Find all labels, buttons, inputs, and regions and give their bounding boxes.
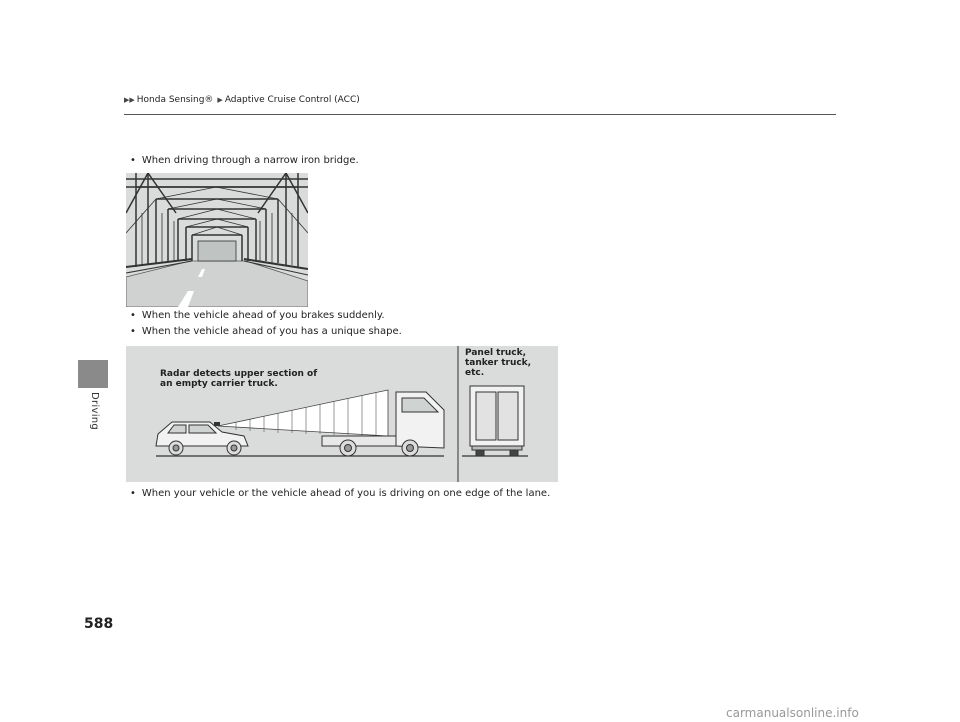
radar-label	[160, 369, 317, 389]
page-number: 588	[84, 616, 114, 632]
header-rule	[124, 114, 836, 115]
watermark: carmanualsonline.info	[726, 706, 859, 720]
bullet-text: When driving through a narrow iron bridge.	[141, 155, 359, 166]
bullet-text: When the vehicle ahead of you has a unique shape.	[141, 326, 402, 337]
bullet-text: When your vehicle or the vehicle ahead of you is driving on one edge of the lane.	[141, 488, 551, 499]
panel-label-line: etc.	[465, 368, 485, 378]
breadcrumb-item-2: Adaptive Cruise Control (ACC)	[224, 95, 360, 105]
bullet-text: When the vehicle ahead of you brakes suddenly.	[141, 310, 385, 321]
breadcrumb	[124, 95, 360, 105]
breadcrumb-arrow-icon: ▶	[217, 96, 223, 104]
radar-label-line: Radar detects upper section of	[160, 369, 318, 379]
panel-label-line: Panel truck,	[465, 348, 527, 358]
bullet-dot-icon: •	[130, 488, 136, 499]
bullet-dot-icon: •	[130, 310, 136, 321]
iron-bridge-illustration	[126, 173, 308, 307]
section-tab	[78, 360, 108, 388]
panel-truck-label	[465, 348, 531, 378]
panel-label-line: tanker truck,	[465, 358, 532, 368]
bullet-dot-icon: •	[130, 155, 136, 166]
bullet-item	[130, 326, 402, 337]
bullet-dot-icon: •	[130, 326, 136, 337]
breadcrumb-item-1: Honda Sensing®	[136, 95, 214, 105]
breadcrumb-arrow-icon: ▶▶	[124, 96, 135, 104]
bullet-item	[130, 310, 385, 321]
bullet-item	[130, 488, 550, 499]
radar-label-line: an empty carrier truck.	[160, 379, 278, 389]
bullet-item	[130, 155, 359, 166]
section-label: Driving	[89, 392, 100, 431]
